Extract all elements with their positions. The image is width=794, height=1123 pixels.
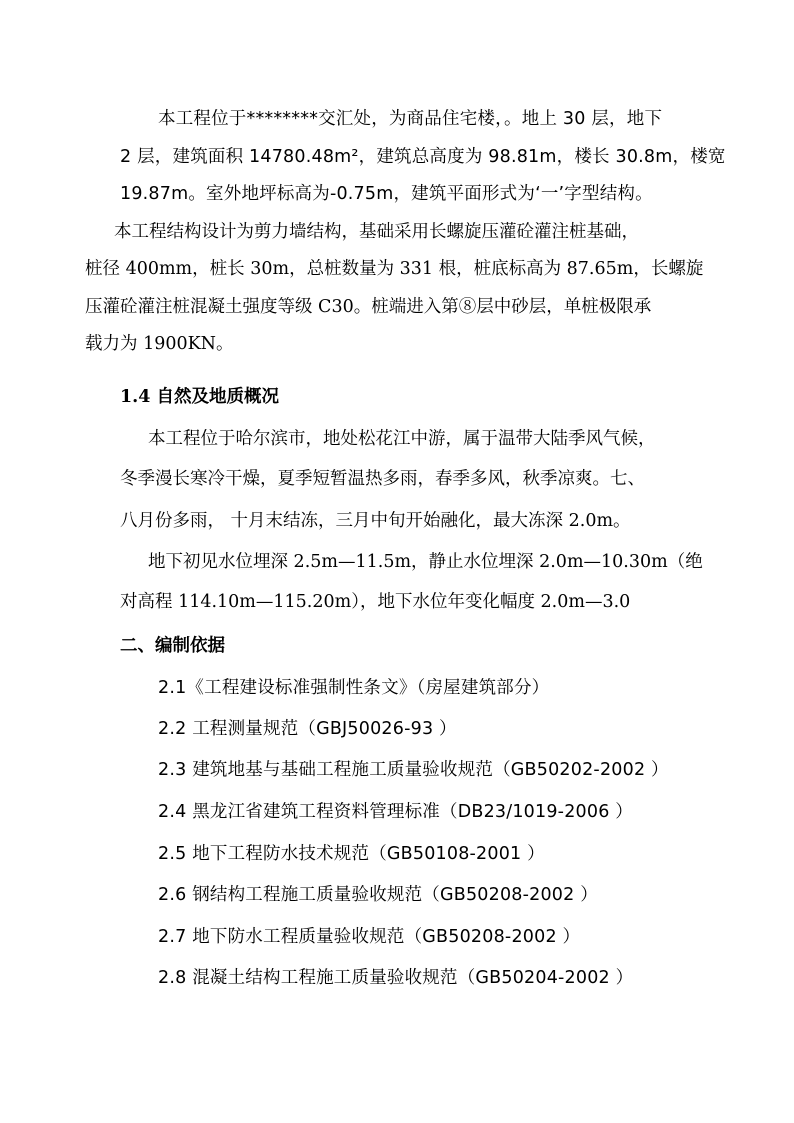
section-1-4-line-2: 冬季漫长寒冷干燥，夏季短暂温热多雨，春季多风，秋季凉爽。七、 [120, 469, 645, 489]
section-1-4-line-4: 地下初见水位埋深 2.5m—11.5m，静止水位埋深 2.0m—10.30m（绝 [148, 552, 703, 572]
project-line-6: 压灌砼灌注桩混凝土强度等级 C30。桩端进入第⑧层中砂层，单桩极限承 [85, 297, 652, 317]
section-1-4-line-5: 对高程 114.10m—115.20m），地下水位年变化幅度 2.0m—3.0 [120, 592, 631, 612]
project-line-3: 19.87m。室外地坪标高为-0.75m，建筑平面形式为‘一’字型结构。 [120, 184, 653, 204]
reference-item-2-7: 2.7 地下防水工程质量验收规范（GB50208-2002 ） [158, 927, 581, 947]
reference-item-2-3: 2.3 建筑地基与基础工程施工质量验收规范（GB50202-2002 ） [158, 760, 669, 780]
section-1-4-line-3: 八月份多雨， 十月末结冻，三月中旬开始融化，最大冻深 2.0m。 [120, 511, 631, 531]
reference-item-2-5: 2.5 地下工程防水技术规范（GB50108-2001 ） [158, 844, 545, 864]
section-1-4-heading: 1.4 自然及地质概况 [120, 387, 280, 407]
reference-item-2-2: 2.2 工程测量规范（GBJ50026-93 ） [158, 719, 457, 739]
reference-item-2-1: 2.1《工程建设标准强制性条文》（房屋建筑部分） [158, 678, 550, 698]
project-line-4: 本工程结构设计为剪力墙结构，基础采用长螺旋压灌砼灌注桩基础， [114, 222, 639, 242]
reference-item-2-8: 2.8 混凝土结构工程施工质量验收规范（GB50204-2002 ） [158, 968, 634, 988]
reference-item-2-4: 2.4 黑龙江省建筑工程资料管理标准（DB23/1019-2006 ） [158, 802, 633, 822]
project-line-2: 2 层，建筑面积 14780.48m²，建筑总高度为 98.81m，楼长 30.8m，楼宽 [120, 147, 726, 167]
reference-item-2-6: 2.6 钢结构工程施工质量验收规范（GB50208-2002 ） [158, 885, 598, 905]
project-line-1: 本工程位于********交汇处，为商品住宅楼，。地上 30 层，地下 [158, 109, 663, 129]
project-line-7: 载力为 1900KN。 [85, 334, 234, 354]
section-2-heading: 二、编制依据 [120, 636, 225, 656]
project-line-5: 桩径 400mm，桩长 30m，总桩数量为 331 根，桩底标高为 87.65m，长螺旋 [85, 259, 704, 279]
section-1-4-line-1: 本工程位于哈尔滨市，地处松花江中游，属于温带大陆季风气候， [148, 429, 656, 449]
